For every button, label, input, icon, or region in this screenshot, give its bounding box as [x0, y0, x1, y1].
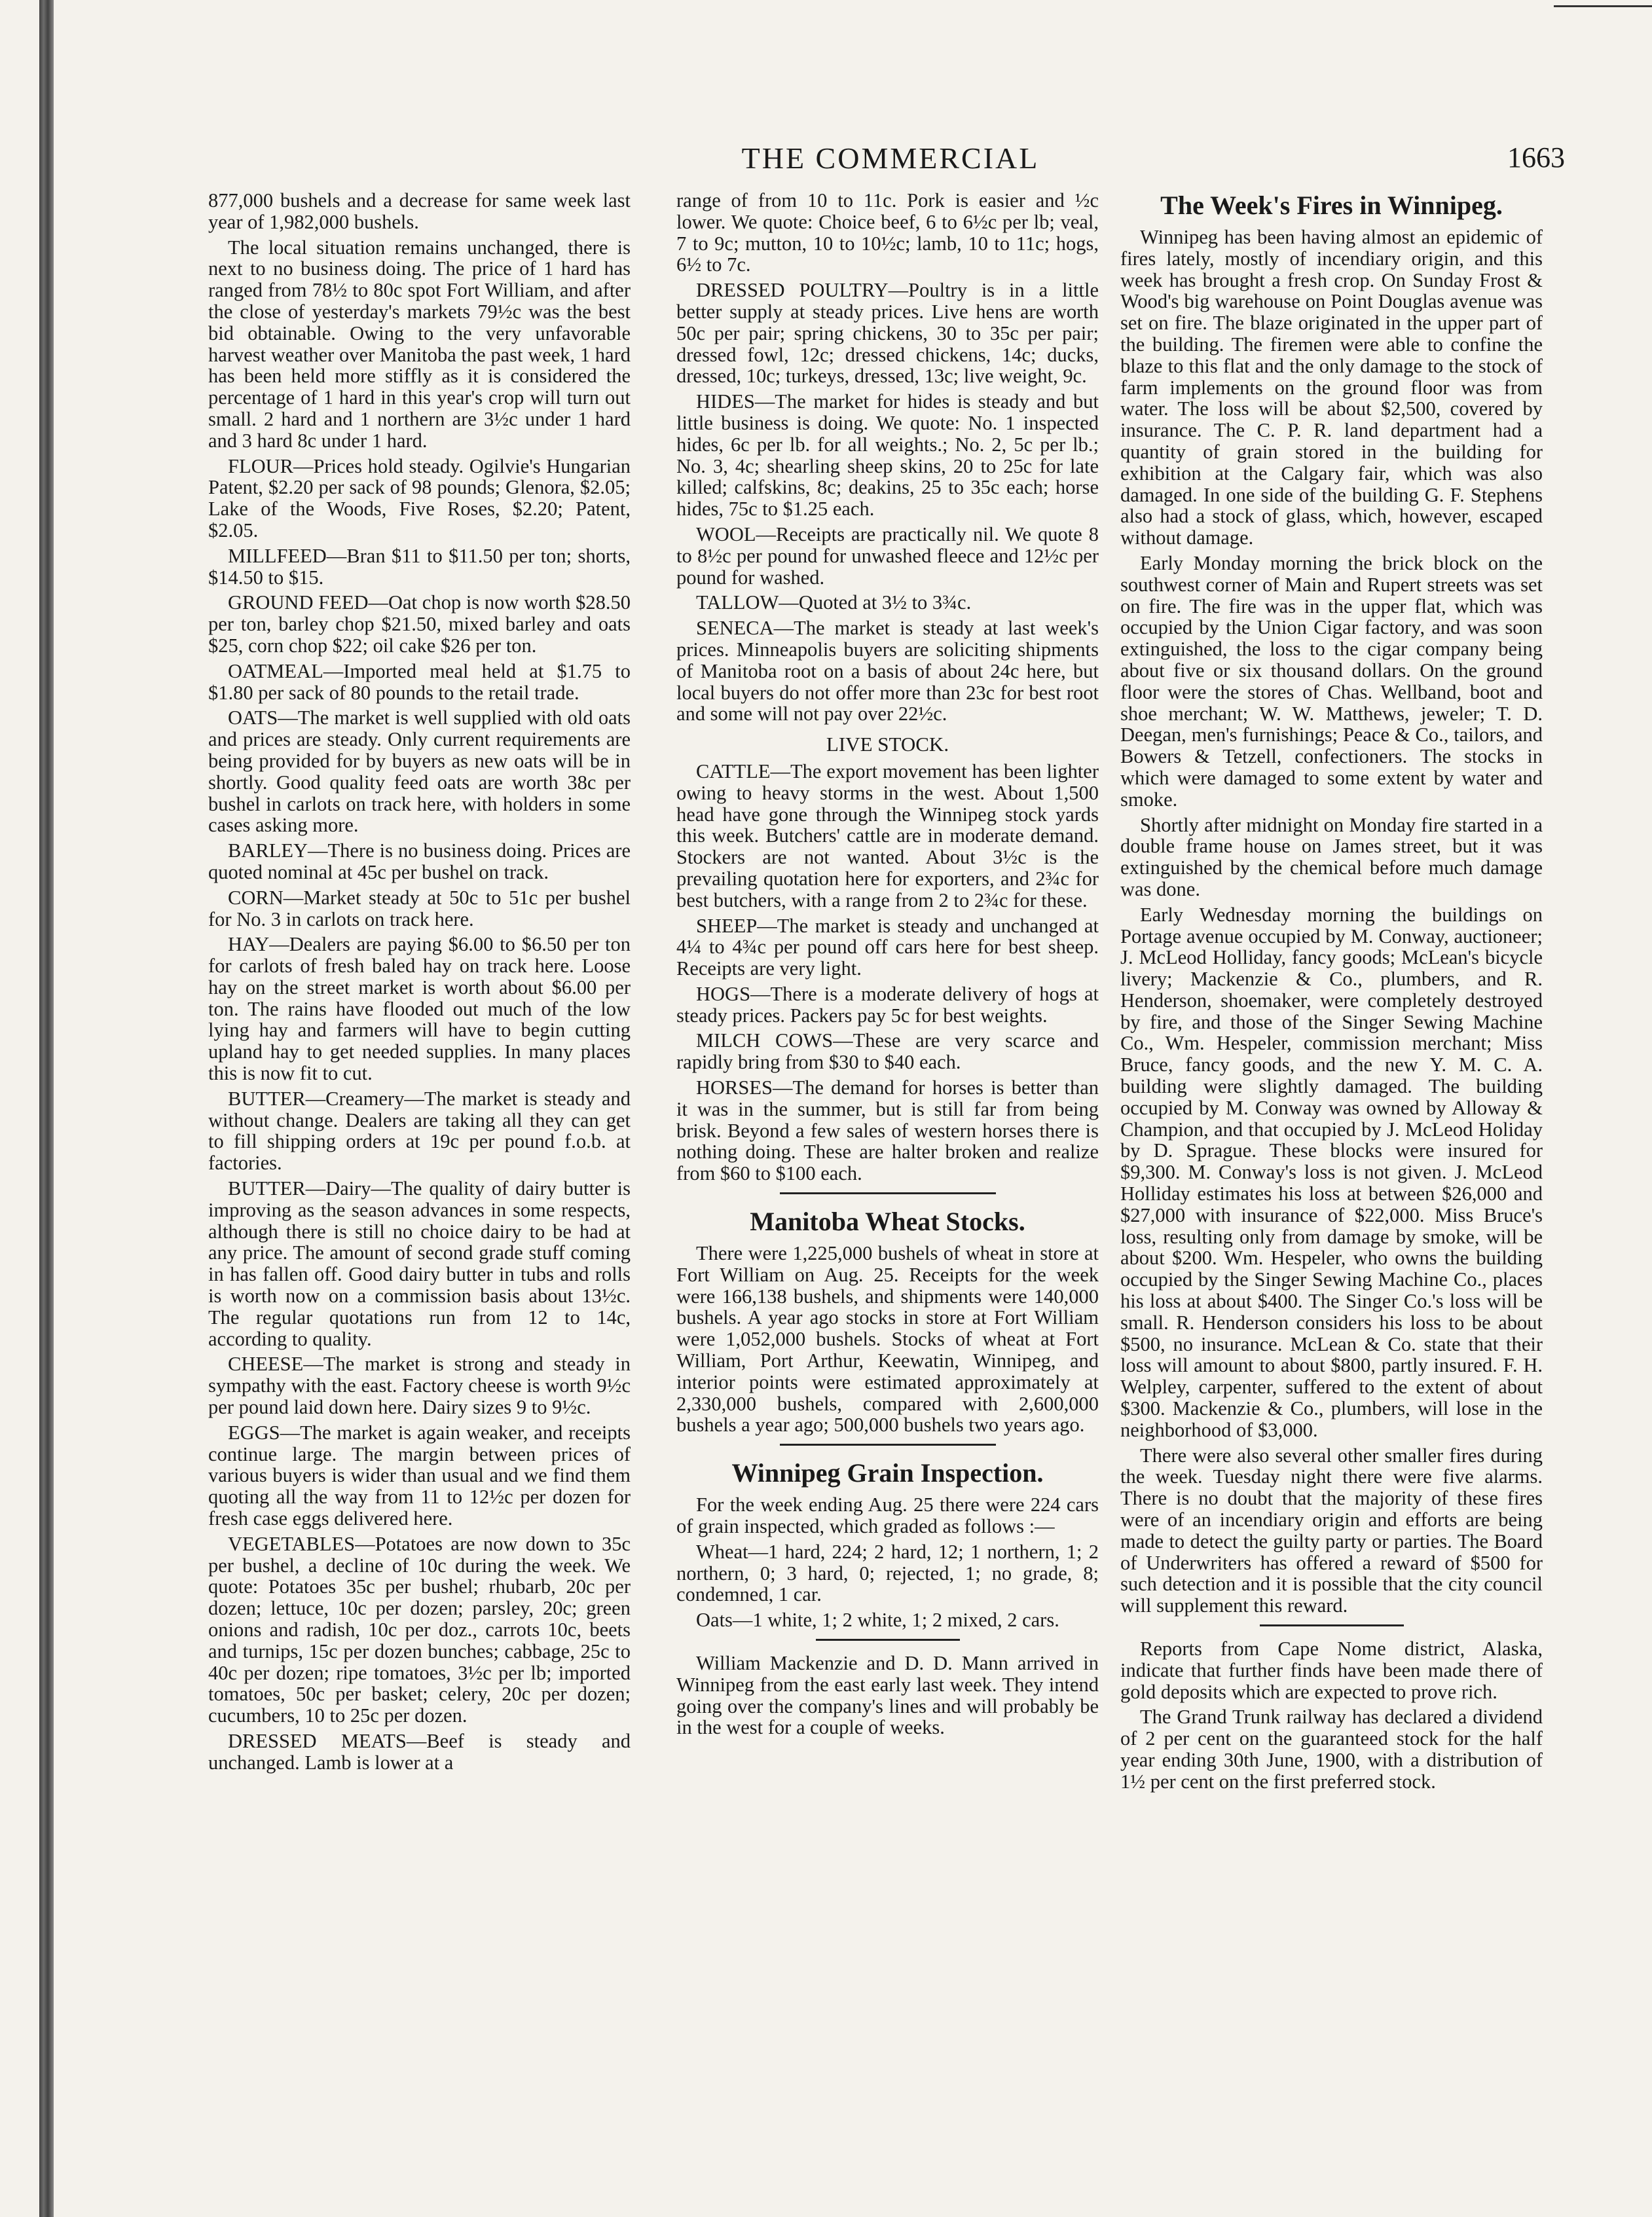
page-header	[216, 141, 1565, 187]
divider-rule	[816, 1639, 960, 1645]
divider-rule	[1260, 1624, 1404, 1630]
market-item-sheep: SHEEP—The market is steady and unchanged at 4¼ to 4¾c per pound off cars here for best sheep. Receipts are very light.	[676, 914, 1099, 980]
article-body: Winnipeg has been having almost an epidemic of fires lately, mostly of incendiary origin, and this week has brought a fresh crop. On Sunday Frost & Wood's big warehouse on Point Douglas avenue was set on fire. The blaze originated in the upper part of the building. The firemen were able to confine the blaze to this flat and the only damage to the stock of farm implements on the ground floor was from water. The loss will be about $2,500, covered by insurance. The C. P. R. land department had a quantity of grain stored in the building for exhibition at the Calgary fair, which was also damaged. In one side of the building G. F. Stephens also had a stock of glass, which, however, escaped without damage.	[1120, 226, 1543, 549]
article-body: Early Wednesday morning the buildings on Portage avenue occupied by M. Conway, auctioneer; J. McLeod Holliday, fancy goods; McLean's bicycle livery; Mackenzie & Co., plumbers, and R. Henderson, shoemaker, were completely destroyed by fire, and those of the Singer Sewing Machine Co., Wm. Hespeler, commission merchant; Miss Bruce, fancy goods, and the new Y. M. C. A. building were slightly damaged. The building occupied by M. Conway was owned by Alloway & Champion, and that occupied by J. McLeod Holiday by D. Sprague. These blocks were insured for $9,300. M. Conway's loss is not given. J. McLeod Holliday estimates his loss at between $26,000 and $27,000 with insurance of $22,000. Miss Bruce's loss, resulting only from damage by smoke, will be about $200. Wm. Hespeler, who owns the building occupied by the Singer Sewing Machine Co., places his loss at about $400. The Singer Co.'s loss will be small. R. Henderson considers his loss to be about $500, no insurance. McLean & Co. state that their loss will amount to about $800, partly insured. F. H. Welpley, carpenter, suffered to the extent of about $300. Mackenzie & Co., plumbers, will lose in the neighborhood of $3,000.	[1120, 903, 1543, 1441]
market-item-eggs: EGGS—The market is again weaker, and receipts continue large. The margin between prices of various buyers is wider than usual and we find them quoting all the way from 11 to 12½c per dozen for fresh case eggs delivered here.	[208, 1421, 631, 1530]
market-item-oats: OATS—The market is well supplied with old oats and prices are steady. Only current requirements are being provided for by buyers as new oats will be in shortly. Good quality feed oats are worth 38c per bushel in carlots on track here, with holders in some cases asking more.	[208, 706, 631, 837]
scan-binding-edge	[39, 0, 54, 2217]
market-item-ground-feed: GROUND FEED—Oat chop is now worth $28.50 per ton, barley chop $21.50, mixed barley and oats $25, corn chop $22; oil cake $26 per ton.	[208, 591, 631, 657]
grain-oats-grades: Oats—1 white, 1; 2 white, 1; 2 mixed, 2 cars.	[696, 1609, 1059, 1632]
paragraph: 877,000 bushels and a decrease for same week last year of 1,982,000 bushels.	[208, 189, 631, 233]
market-item-cattle: CATTLE—The export movement has been lighter owing to heavy storms in the west. About 1,500 head have gone through the Winnipeg stock yards this week. Butchers' cattle are in moderate demand. Stockers are not wanted. About 3½c is the prevailing quotation here for exporters, and 2¾c for best butchers, with a range from 2 to 2¾c for these.	[676, 760, 1099, 911]
market-item-hogs: HOGS—There is a moderate delivery of hogs at steady prices. Packers pay 5c for best weights.	[676, 982, 1099, 1027]
market-item-millfeed: MILLFEED—Bran $11 to $11.50 per ton; shorts, $14.50 to $15.	[208, 544, 631, 589]
market-item-wool: WOOL—Receipts are practically nil. We quote 8 to 8½c per pound for unwashed fleece and 12½c per pound for washed.	[676, 522, 1099, 589]
divider-rule	[780, 1444, 996, 1450]
paragraph: The local situation remains unchanged, there is next to no business doing. The price of 1 hard has ranged from 78½ to 80c spot Fort William, and after the close of yesterday's markets 79½c was the best bid obtainable. Owing to the very unfavorable harvest weather over Manitoba the past week, 1 hard has been held more stiffly as it is considered the percentage of 1 hard in this year's crop will turn out small. 2 hard and 1 northern are 3½c under 1 hard and 3 hard 8c under 1 hard.	[208, 236, 631, 452]
market-item-barley: BARLEY—There is no business doing. Prices are quoted nominal at 45c per bushel on track.	[208, 839, 631, 883]
market-item-oatmeal: OATMEAL—Imported meal held at $1.75 to $1.80 per sack of 80 pounds to the retail trade.	[208, 659, 631, 704]
divider-rule	[780, 1192, 996, 1198]
article-body: There were 1,225,000 bushels of wheat in store at Fort William on Aug. 25. Receipts for the week were 166,138 bushels, and shipments were 140,000 bushels. A year ago stocks in store at Fort William were 1,052,000 bushels. Stocks of wheat at Fort William, Port Arthur, Keewatin, Winnipeg, and interior points were estimated approximately at 2,330,000 bushels, compared with 2,600,000 bushels a year ago; 500,000 bushels two years ago.	[676, 1242, 1099, 1437]
market-item-corn: CORN—Market steady at 50c to 51c per bushel for No. 3 in carlots on track here.	[208, 886, 631, 930]
article-body: Shortly after midnight on Monday fire started in a double frame house on James street, but it was extinguished by the chemical before much damage was done.	[1120, 813, 1543, 900]
column-1	[208, 190, 631, 1778]
market-item-vegetables: VEGETABLES—Potatoes are now down to 35c per bushel, a decline of 10c during the week. We quote: Potatoes 35c per bushel; rhubarb, 20c per dozen; lettuce, 10c per dozen; parsley, 20c; green onions and radish, 10c per doz., carrots 10c, beets and turnips, 15c per dozen bunches; cabbage, 25c to 40c per dozen; ripe tomatoes, 3½c per lb; imported tomatoes, 50c per basket; celery, 20c per dozen; cucumbers, 10 to 25c per dozen.	[208, 1532, 631, 1727]
news-item-grand-trunk: The Grand Trunk railway has declared a dividend of 2 per cent on the guaranteed stock for the half year ending 30th June, 1900, with a distribution of 1½ per cent on the first preferred stock.	[1120, 1706, 1543, 1793]
column-3	[1120, 190, 1543, 1797]
market-item-butter-creamery: BUTTER—Creamery—The market is steady and without change. Dealers are taking all they can get to fill shipping orders at 19c per pound f.o.b. at factories.	[208, 1087, 631, 1175]
news-item-mackenzie: William Mackenzie and D. D. Mann arrived in Winnipeg from the east early last week. They intend going over the company's lines and will probably be in the west for a couple of weeks.	[676, 1652, 1099, 1739]
news-item-cape-nome: Reports from Cape Nome district, Alaska, indicate that further finds have been made there of gold deposits which are expected to prove rich.	[1120, 1638, 1543, 1703]
article-title-grain-inspection: Winnipeg Grain Inspection.	[731, 1458, 1044, 1488]
article-title-wheat-stocks: Manitoba Wheat Stocks.	[750, 1207, 1025, 1237]
market-item-dressed-meats: DRESSED MEATS—Beef is steady and unchanged. Lamb is lower at a	[208, 1729, 631, 1774]
market-item-flour: FLOUR—Prices hold steady. Ogilvie's Hungarian Patent, $2.20 per sack of 98 pounds; Glenora, $2.05; Lake of the Woods, Five Roses, $2.20; Patent, $2.05.	[208, 454, 631, 541]
market-item-seneca: SENECA—The market is steady at last week's prices. Minneapolis buyers are soliciting shipments of Manitoba root on a basis of about 24c here, but local buyers do not offer more than 23c for best root and some will not pay over 22½c.	[676, 617, 1099, 725]
top-rule	[1554, 5, 1652, 7]
market-item-hides: HIDES—The market for hides is steady and but little business is doing. We quote: No. 1 inspected hides, 6c per lb. for all weights.; No. 2, 5c per lb.; No. 3, 4c; shearling sheep skins, 20 to 25c for late killed; calfskins, 8c; deakins, 25 to 35c each; horse hides, 75c to $1.25 each.	[676, 390, 1099, 521]
market-item-dressed-poultry: DRESSED POULTRY—Poultry is in a little better supply at steady prices. Live hens are worth 50c per pair; spring chickens, 30 to 35c per pair; dressed fowl, 12c; dressed chickens, 14c; ducks, dressed, 10c; turkeys, dressed, 13c; live weight, 9c.	[676, 279, 1099, 388]
market-item-horses: HORSES—The demand for horses is better than it was in the summer, but is still far from being brisk. Beyond a few sales of western horses there is nothing doing. These are halter broken and realize from $60 to $100 each.	[676, 1076, 1099, 1185]
paragraph: range of from 10 to 11c. Pork is easier and ½c lower. We quote: Choice beef, 6 to 6½c per lb; veal, 7 to 9c; mutton, 10 to 10½c; lamb, 10 to 11c; hogs, 6½ to 7c.	[676, 189, 1099, 276]
page-title: THE COMMERCIAL	[741, 141, 1040, 175]
article-body: Early Monday morning the brick block on the southwest corner of Main and Rupert streets was set on fire. The fire was in the upper flat, which was occupied by the Union Cigar factory, and was soon extinguished, the loss to the cigar company being about five or six thousand dollars. On the ground floor were the stores of Chas. Wellband, boot and shoe merchant; W. W. Matthews, jeweler; T. D. Deegan, men's furnishings; Peace & Co., tailors, and Bowers & Tetzell, confectioners. The stocks in which were damaged to some extent by water and smoke.	[1120, 551, 1543, 811]
market-item-butter-dairy: BUTTER—Dairy—The quality of dairy butter is improving as the season advances in some respects, although there is still no choice dairy to be had at any price. The amount of second grade stuff coming in has fallen off. Good dairy butter in tubs and rolls is worth now on a commission basis about 13½c. The regular quotations run from 12 to 14c, according to quality.	[208, 1177, 631, 1350]
section-heading-live-stock: LIVE STOCK.	[826, 733, 949, 756]
market-item-tallow: TALLOW—Quoted at 3½ to 3¾c.	[696, 591, 972, 614]
page-number: 1663	[1507, 141, 1565, 174]
article-body: For the week ending Aug. 25 there were 224 cars of grain inspected, which graded as follows :—	[676, 1493, 1099, 1538]
market-item-hay: HAY—Dealers are paying $6.00 to $6.50 per ton for carlots of fresh baled hay on track here. Loose hay on the street market is worth about $6.00 per ton. The rains have flooded out much of the low lying hay and farmers will have to begin cutting upland hay to get needed supplies. In many places this is now fit to cut.	[208, 933, 631, 1085]
market-item-milch-cows: MILCH COWS—These are very scarce and rapidly bring from $30 to $40 each.	[676, 1029, 1099, 1074]
article-title-fires: The Week's Fires in Winnipeg.	[1160, 191, 1503, 220]
grain-wheat-grades: Wheat—1 hard, 224; 2 hard, 12; 1 northern, 1; 2 northern, 0; 3 hard, 0; rejected, 1; no grade, 8; condemned, 1 car.	[676, 1540, 1099, 1606]
article-body: There were also several other smaller fires during the week. Tuesday night there were five alarms. There is no doubt that the majority of these fires were of an incendiary origin and efforts are being made to detect the guilty party or parties. The Board of Underwriters has offered a reward of $500 for such detection and it is possible that the city council will supplement this reward.	[1120, 1444, 1543, 1617]
market-item-cheese: CHEESE—The market is strong and steady in sympathy with the east. Factory cheese is worth 9½c per pound laid down here. Dairy sizes 9 to 9½c.	[208, 1353, 631, 1419]
column-2	[676, 190, 1099, 1742]
